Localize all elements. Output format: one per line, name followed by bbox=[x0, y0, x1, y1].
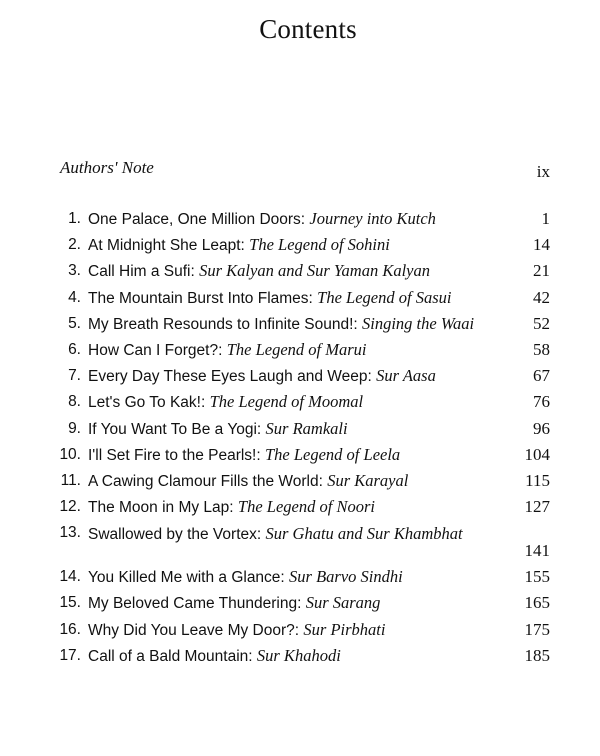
page-number: 67 bbox=[533, 366, 550, 386]
table-of-contents bbox=[50, 206, 550, 669]
chapter-number: 10. bbox=[59, 445, 81, 463]
chapter-number: 4. bbox=[68, 288, 81, 306]
chapter-heading bbox=[88, 523, 498, 545]
chapter-heading bbox=[88, 442, 498, 469]
chapter-title: Why Did You Leave My Door?: bbox=[88, 621, 300, 639]
chapter-title: If You Want To Be a Yogi: bbox=[88, 420, 262, 438]
chapter-number: 12. bbox=[59, 498, 81, 516]
chapter-subtitle: Journey into Kutch bbox=[309, 209, 436, 228]
chapter-title: The Moon in My Lap: bbox=[88, 499, 234, 517]
page-title: Contents bbox=[259, 14, 357, 44]
toc-entry bbox=[50, 520, 550, 564]
page-number: 58 bbox=[533, 339, 550, 359]
chapter-subtitle: Sur Karayal bbox=[327, 470, 409, 490]
chapter-subtitle: Sur Ghatu and Sur Khambhat bbox=[265, 524, 463, 544]
toc-entry bbox=[50, 311, 550, 337]
chapter-heading bbox=[88, 311, 498, 338]
toc-entry bbox=[50, 232, 550, 258]
chapter-number: 9. bbox=[68, 419, 81, 437]
authors-note-label: Authors' Note bbox=[60, 158, 154, 177]
chapter-subtitle: Sur Kalyan and Sur Yaman Kalyan bbox=[199, 261, 430, 281]
chapter-heading bbox=[88, 337, 498, 364]
chapter-title: I'll Set Fire to the Pearls!: bbox=[88, 446, 261, 464]
toc-entry bbox=[50, 206, 550, 232]
chapter-number: 6. bbox=[68, 340, 81, 358]
chapter-heading bbox=[88, 206, 498, 233]
toc-entry bbox=[50, 285, 550, 311]
chapter-heading bbox=[88, 494, 498, 521]
toc-entry bbox=[50, 363, 550, 389]
toc-entry bbox=[50, 416, 550, 442]
toc-entry bbox=[50, 442, 550, 468]
chapter-subtitle: Singing the Waai bbox=[362, 313, 475, 333]
toc-entry bbox=[50, 590, 550, 616]
chapter-subtitle: The Legend of Noori bbox=[237, 497, 375, 517]
toc-entry bbox=[50, 617, 550, 643]
page-number: 141 bbox=[524, 541, 550, 561]
chapter-number: 1. bbox=[68, 210, 81, 227]
page-number: 42 bbox=[533, 287, 550, 307]
chapter-title: Call Him a Sufi: bbox=[88, 263, 195, 281]
page-number: 155 bbox=[524, 567, 550, 587]
chapter-subtitle: Sur Barvo Sindhi bbox=[289, 567, 403, 587]
chapter-title: My Breath Resounds to Infinite Sound!: bbox=[88, 315, 358, 333]
toc-entry bbox=[50, 643, 550, 669]
page-number: 21 bbox=[533, 261, 550, 281]
chapter-number: 8. bbox=[68, 393, 81, 411]
chapter-title: At Midnight She Leapt: bbox=[88, 237, 245, 255]
chapter-number: 5. bbox=[68, 314, 81, 332]
chapter-title: The Mountain Burst Into Flames: bbox=[88, 289, 313, 307]
chapter-subtitle: The Legend of Leela bbox=[264, 444, 401, 464]
page-number: 185 bbox=[524, 645, 550, 665]
chapter-heading bbox=[88, 363, 498, 390]
toc-entry bbox=[50, 468, 550, 494]
chapter-subtitle: The Legend of Sasui bbox=[317, 287, 452, 307]
toc-entry bbox=[50, 564, 550, 590]
page-number: 115 bbox=[525, 470, 550, 490]
chapter-subtitle: Sur Aasa bbox=[376, 366, 436, 386]
chapter-number: 2. bbox=[68, 236, 81, 254]
chapter-title: A Cawing Clamour Fills the World: bbox=[88, 472, 323, 490]
page-number: 96 bbox=[533, 418, 550, 438]
chapter-title: Call of a Bald Mountain: bbox=[88, 647, 253, 665]
chapter-heading bbox=[88, 285, 498, 312]
toc-entry bbox=[50, 258, 550, 284]
chapter-subtitle: The Legend of Marui bbox=[226, 339, 367, 359]
chapter-number: 14. bbox=[59, 568, 81, 586]
page-number: 52 bbox=[533, 313, 550, 333]
chapter-title: How Can I Forget?: bbox=[88, 341, 223, 359]
chapter-subtitle: The Legend of Moomal bbox=[209, 392, 364, 412]
chapter-title: Swallowed by the Vortex: bbox=[88, 526, 262, 544]
authors-note-page-number: ix bbox=[536, 162, 550, 181]
chapter-subtitle: Sur Khahodi bbox=[256, 645, 341, 665]
toc-entry bbox=[50, 494, 550, 520]
chapter-number: 16. bbox=[59, 620, 81, 638]
chapter-subtitle: Sur Pirbhati bbox=[303, 619, 386, 639]
toc-entry bbox=[50, 389, 550, 415]
chapter-number: 7. bbox=[68, 367, 81, 385]
chapter-number: 17. bbox=[59, 646, 81, 664]
chapter-heading bbox=[88, 590, 498, 617]
chapter-subtitle: Sur Ramkali bbox=[265, 418, 348, 438]
chapter-title: You Killed Me with a Glance: bbox=[88, 569, 285, 587]
chapter-title: My Beloved Came Thundering: bbox=[88, 595, 302, 613]
chapter-title: Every Day These Eyes Laugh and Weep: bbox=[88, 368, 372, 386]
page-number: 127 bbox=[524, 497, 550, 517]
chapter-subtitle: The Legend of Sohini bbox=[249, 235, 390, 255]
chapter-number: 15. bbox=[59, 594, 81, 612]
chapter-number: 13. bbox=[59, 524, 81, 542]
page-number: 165 bbox=[524, 593, 550, 613]
chapter-title: One Palace, One Million Doors: bbox=[88, 211, 306, 228]
chapter-subtitle: Sur Sarang bbox=[305, 593, 381, 613]
chapter-heading bbox=[88, 416, 498, 443]
page-number: 175 bbox=[524, 619, 550, 639]
chapter-title: Let's Go To Kak!: bbox=[88, 394, 206, 412]
chapter-heading bbox=[88, 468, 498, 495]
chapter-heading bbox=[88, 389, 498, 416]
chapter-heading bbox=[88, 258, 498, 285]
page-number: 76 bbox=[533, 392, 550, 412]
chapter-heading bbox=[88, 564, 498, 591]
chapter-number: 3. bbox=[68, 262, 81, 280]
chapter-heading bbox=[88, 617, 498, 644]
chapter-heading bbox=[88, 643, 498, 670]
toc-entry bbox=[50, 337, 550, 363]
chapter-number: 11. bbox=[60, 471, 81, 489]
page-number: 104 bbox=[524, 444, 550, 464]
page-number: 14 bbox=[533, 235, 550, 255]
page-number: 1 bbox=[541, 209, 550, 228]
chapter-heading bbox=[88, 232, 498, 259]
